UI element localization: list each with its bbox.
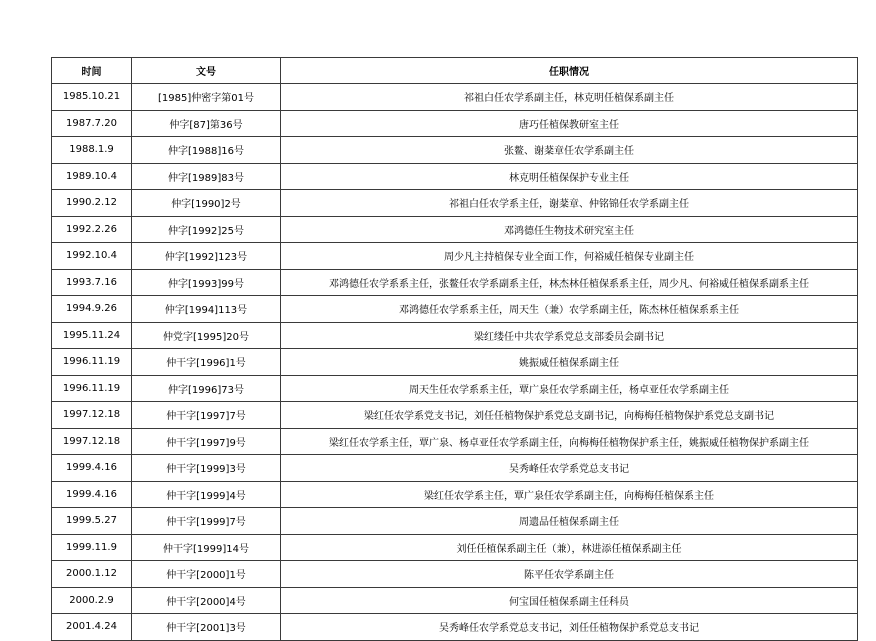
- table-row: [52, 561, 858, 588]
- cell-date: 1999.5.27: [52, 508, 132, 535]
- cell-doc-number: 仲字[1988]16号: [132, 137, 281, 164]
- table-row: [52, 587, 858, 614]
- header-row: [52, 58, 858, 84]
- cell-date: 1992.10.4: [52, 243, 132, 270]
- cell-appointment: 周天生任农学系系主任，覃广泉任农学系副主任，杨卓亚任农学系副主任: [281, 375, 858, 402]
- header-appointment: 任职情况: [281, 58, 858, 84]
- cell-date: 1996.11.19: [52, 349, 132, 376]
- table-row: [52, 428, 858, 455]
- table-row: [52, 322, 858, 349]
- table-row: [52, 190, 858, 217]
- appointments-table: [51, 57, 858, 641]
- table-row: [52, 269, 858, 296]
- cell-appointment: 吴秀峰任农学系党总支书记: [281, 455, 858, 482]
- cell-date: 1989.10.4: [52, 163, 132, 190]
- cell-date: 1994.9.26: [52, 296, 132, 323]
- cell-doc-number: 仲字[1993]99号: [132, 269, 281, 296]
- cell-doc-number: 仲干字[1997]9号: [132, 428, 281, 455]
- cell-appointment: 邓鸿德任生物技术研究室主任: [281, 216, 858, 243]
- cell-doc-number: 仲字[1992]25号: [132, 216, 281, 243]
- cell-doc-number: [1985]仲密字第01号: [132, 84, 281, 111]
- table-row: [52, 163, 858, 190]
- cell-appointment: 梁红任农学系主任，覃广泉任农学系副主任，向梅梅任植保系主任: [281, 481, 858, 508]
- cell-appointment: 邓鸿德任农学系系主任，张鳌任农学系副系主任，林杰林任植保系系主任，周少凡、何裕威任植保系副系主任: [281, 269, 858, 296]
- cell-date: 1995.11.24: [52, 322, 132, 349]
- table-row: [52, 243, 858, 270]
- table-header: [52, 58, 858, 84]
- cell-date: 2000.2.9: [52, 587, 132, 614]
- cell-date: 1992.2.26: [52, 216, 132, 243]
- cell-appointment: 周少凡主持植保专业全面工作，何裕威任植保专业副主任: [281, 243, 858, 270]
- cell-date: 1999.4.16: [52, 455, 132, 482]
- cell-appointment: 姚振威任植保系副主任: [281, 349, 858, 376]
- cell-doc-number: 仲干字[1999]4号: [132, 481, 281, 508]
- table-row: [52, 481, 858, 508]
- cell-date: 1990.2.12: [52, 190, 132, 217]
- cell-doc-number: 仲干字[1997]7号: [132, 402, 281, 429]
- cell-date: 2001.4.24: [52, 614, 132, 641]
- cell-doc-number: 仲字[1989]83号: [132, 163, 281, 190]
- cell-appointment: 林克明任植保保护专业主任: [281, 163, 858, 190]
- table-row: [52, 137, 858, 164]
- cell-doc-number: 仲字[1992]123号: [132, 243, 281, 270]
- cell-doc-number: 仲干字[1999]7号: [132, 508, 281, 535]
- cell-appointment: 邓鸿德任农学系系主任，周天生（兼）农学系副主任，陈杰林任植保系系主任: [281, 296, 858, 323]
- cell-appointment: 周遗品任植保系副主任: [281, 508, 858, 535]
- cell-appointment: 刘任任植保系副主任（兼），林进添任植保系副主任: [281, 534, 858, 561]
- cell-doc-number: 仲干字[1999]3号: [132, 455, 281, 482]
- cell-date: 1993.7.16: [52, 269, 132, 296]
- cell-doc-number: 仲党字[1995]20号: [132, 322, 281, 349]
- cell-appointment: 祁祖白任农学系副主任，林克明任植保系副主任: [281, 84, 858, 111]
- cell-appointment: 何宝国任植保系副主任科员: [281, 587, 858, 614]
- cell-date: 1985.10.21: [52, 84, 132, 111]
- table-row: [52, 402, 858, 429]
- cell-date: 1999.4.16: [52, 481, 132, 508]
- cell-appointment: 梁红任农学系党支书记，刘任任植物保护系党总支副书记，向梅梅任植物保护系党总支副书记: [281, 402, 858, 429]
- cell-date: 2000.1.12: [52, 561, 132, 588]
- cell-date: 1999.11.9: [52, 534, 132, 561]
- header-date: 时间: [52, 58, 132, 84]
- cell-appointment: 祁祖白任农学系主任，谢棻章、仲铭锦任农学系副主任: [281, 190, 858, 217]
- cell-appointment: 张鳌、谢棻章任农学系副主任: [281, 137, 858, 164]
- cell-doc-number: 仲字[87]第36号: [132, 110, 281, 137]
- table-row: [52, 110, 858, 137]
- cell-doc-number: 仲干字[1999]14号: [132, 534, 281, 561]
- cell-appointment: 梁红任农学系主任，覃广泉、杨卓亚任农学系副主任，向梅梅任植物保护系主任，姚振威任植物保护系副主任: [281, 428, 858, 455]
- table-body: [52, 84, 858, 641]
- table-row: [52, 534, 858, 561]
- table-row: [52, 455, 858, 482]
- cell-doc-number: 仲干字[1996]1号: [132, 349, 281, 376]
- cell-doc-number: 仲干字[2000]4号: [132, 587, 281, 614]
- cell-doc-number: 仲字[1994]113号: [132, 296, 281, 323]
- cell-appointment: 吴秀峰任农学系党总支书记，刘任任植物保护系党总支书记: [281, 614, 858, 641]
- cell-date: 1987.7.20: [52, 110, 132, 137]
- cell-doc-number: 仲干字[2001]3号: [132, 614, 281, 641]
- table-row: [52, 614, 858, 641]
- table-row: [52, 508, 858, 535]
- cell-appointment: 陈平任农学系副主任: [281, 561, 858, 588]
- table-row: [52, 216, 858, 243]
- cell-doc-number: 仲干字[2000]1号: [132, 561, 281, 588]
- cell-date: 1996.11.19: [52, 375, 132, 402]
- cell-doc-number: 仲字[1996]73号: [132, 375, 281, 402]
- table-row: [52, 296, 858, 323]
- cell-doc-number: 仲字[1990]2号: [132, 190, 281, 217]
- cell-date: 1997.12.18: [52, 428, 132, 455]
- table-row: [52, 349, 858, 376]
- table-row: [52, 375, 858, 402]
- cell-date: 1997.12.18: [52, 402, 132, 429]
- header-doc-number: 文号: [132, 58, 281, 84]
- table-row: [52, 84, 858, 111]
- cell-appointment: 梁红缕任中共农学系党总支部委员会副书记: [281, 322, 858, 349]
- cell-appointment: 唐巧任植保教研室主任: [281, 110, 858, 137]
- cell-date: 1988.1.9: [52, 137, 132, 164]
